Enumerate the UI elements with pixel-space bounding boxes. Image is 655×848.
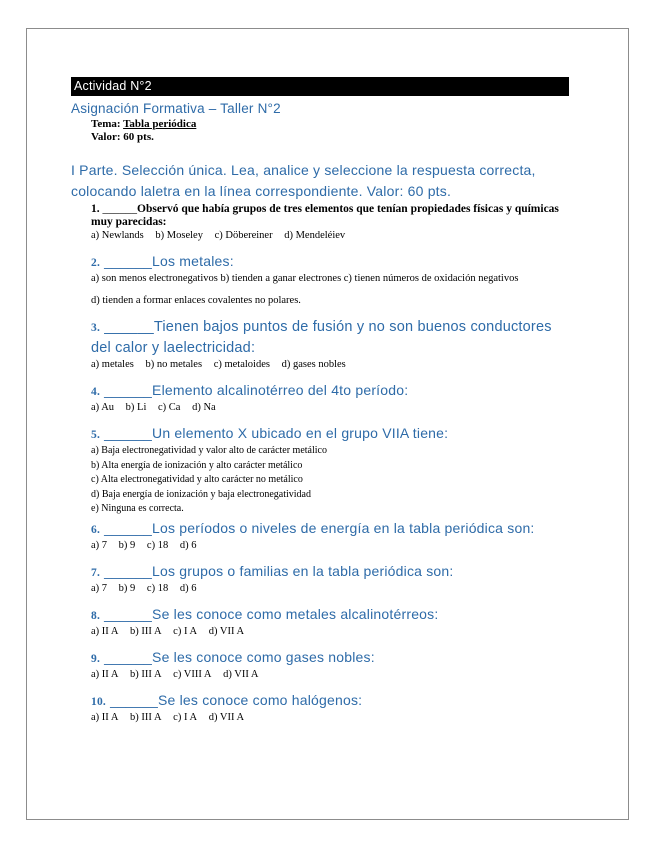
spacer (91, 285, 569, 294)
option: b) 9 (118, 582, 136, 594)
question-2 (91, 252, 569, 307)
activity-title-bar: Actividad N°2 (71, 77, 569, 96)
option: b) Alta energía de ionización y alto carácter metálico (91, 459, 303, 471)
option: d) VII A (223, 668, 259, 680)
option: d) Na (192, 402, 216, 413)
question-7-text (91, 562, 569, 582)
question-7 (91, 562, 569, 595)
answer-blank: ______ (104, 319, 154, 335)
question-9-options (91, 668, 569, 681)
option: b) no metales (145, 359, 203, 370)
option: a) II A (91, 668, 119, 680)
option: c) 18 (146, 539, 169, 551)
question-prompt: Se les conoce como halógenos: (158, 691, 363, 708)
question-prompt: Los grupos o familias en la tabla periódica son: (152, 562, 454, 579)
question-10-options (91, 711, 569, 724)
question-10 (91, 691, 569, 724)
question-prompt: Se les conoce como gases nobles: (152, 648, 375, 665)
option: c) I A (173, 625, 198, 637)
question-5-text (91, 424, 569, 444)
topic-label: Tema: (91, 118, 124, 130)
option: a) 7 (91, 582, 108, 594)
option: e) Ninguna es correcta. (91, 503, 184, 514)
question-4-options (91, 401, 569, 414)
answer-blank: ______ (104, 425, 153, 441)
question-number: 3. (91, 322, 101, 334)
question-prompt: Observó que había grupos de tres elementos que tenían propiedades físicas y químicas muy parecidas: (91, 203, 559, 228)
option: a) 7 (91, 539, 108, 551)
option: c) I A (173, 711, 198, 723)
question-number: 1. (91, 203, 100, 215)
option: b) Li (125, 402, 147, 413)
question-7-options (91, 582, 569, 595)
question-prompt: Tienen bajos puntos de fusión y no son buenos conductores del calor y laelectricidad: (91, 319, 552, 356)
question-number: 9. (91, 652, 101, 665)
question-8-text (91, 605, 569, 625)
answer-blank: ______ (110, 691, 158, 708)
question-4-text (91, 381, 569, 401)
answer-blank: ______ (104, 648, 153, 665)
option: c) Ca (158, 402, 181, 413)
question-list (91, 203, 569, 724)
question-2-options: a) son menos electronegativos b) tienden a ganar electrones c) tienen números de oxidación negativos (91, 273, 519, 284)
question-2-text (91, 252, 569, 272)
answer-blank: ______ (104, 519, 153, 536)
question-number: 5. (91, 429, 101, 441)
option: a) Baja electronegatividad y valor alto de carácter metálico (91, 445, 327, 456)
question-3-options (91, 358, 569, 371)
answer-blank: ______ (104, 253, 153, 269)
question-number: 2. (91, 257, 101, 269)
option: c) Döbereiner (214, 230, 273, 241)
question-8-options (91, 625, 569, 638)
question-number: 4. (91, 386, 101, 398)
topic-value: Tabla periódica (123, 118, 197, 130)
part-heading: I Parte. Selección única. Lea, analice y seleccione la respuesta correcta, colocando laletra en la línea correspondiente. Valor: 60 pts. (71, 162, 536, 199)
option: d) Mendeléiev (284, 230, 346, 241)
answer-blank: ______ (104, 562, 153, 579)
option: c) 18 (146, 582, 169, 594)
question-prompt: Un elemento X ubicado en el grupo VIIA tiene: (152, 425, 449, 441)
question-8 (91, 605, 569, 638)
question-1-options (91, 229, 569, 242)
option: a) II A (91, 711, 119, 723)
question-prompt: Los metales: (152, 253, 234, 269)
option: b) III A (130, 625, 162, 637)
option: a) metales (91, 359, 134, 370)
question-number: 10. (91, 695, 106, 708)
option: d) VII A (208, 711, 245, 723)
question-3 (91, 317, 569, 371)
option: a) Newlands (91, 230, 144, 241)
option: a) II A (91, 625, 119, 637)
question-4 (91, 381, 569, 414)
assignment-heading: Asignación Formativa – Taller N°2 (71, 101, 281, 116)
answer-blank: ______ (102, 203, 137, 215)
question-1 (91, 203, 569, 242)
option: d) VII A (208, 625, 245, 637)
question-6-text (91, 519, 569, 539)
question-3-text (91, 317, 569, 358)
answer-blank: ______ (104, 605, 153, 622)
question-2-extra-option: d) tienden a formar enlaces covalentes no polares. (91, 295, 301, 306)
question-5-options (91, 444, 569, 517)
question-number: 8. (91, 609, 101, 622)
option: d) 6 (179, 539, 197, 551)
answer-blank: ______ (104, 382, 153, 398)
question-9 (91, 648, 569, 681)
option: c) Alta electronegatividad y alto carácter no metálico (91, 474, 303, 485)
option: b) Moseley (155, 230, 203, 241)
question-prompt: Se les conoce como metales alcalinotérreos: (152, 605, 439, 622)
option: b) III A (130, 668, 162, 680)
question-1-text (91, 203, 569, 229)
document-content (71, 77, 569, 724)
option: d) 6 (179, 582, 197, 594)
option: b) III A (130, 711, 162, 723)
option: c) VIII A (173, 668, 212, 680)
option: a) Au (91, 402, 115, 413)
question-9-text (91, 648, 569, 668)
question-prompt: Elemento alcalinotérreo del 4to período: (152, 382, 409, 398)
option: b) 9 (118, 539, 136, 551)
topic-line (91, 118, 569, 131)
option: c) metaloides (213, 359, 270, 370)
question-10-text (91, 691, 569, 711)
question-number: 6. (91, 523, 101, 536)
option: d) gases nobles (281, 359, 346, 370)
question-5 (91, 424, 569, 517)
question-6-options (91, 539, 569, 552)
option: d) Baja energía de ionización y baja electronegatividad (91, 488, 311, 500)
question-6 (91, 519, 569, 552)
question-number: 7. (91, 566, 101, 579)
question-prompt: Los períodos o niveles de energía en la tabla periódica son: (152, 519, 535, 536)
value-line: Valor: 60 pts. (91, 131, 154, 143)
